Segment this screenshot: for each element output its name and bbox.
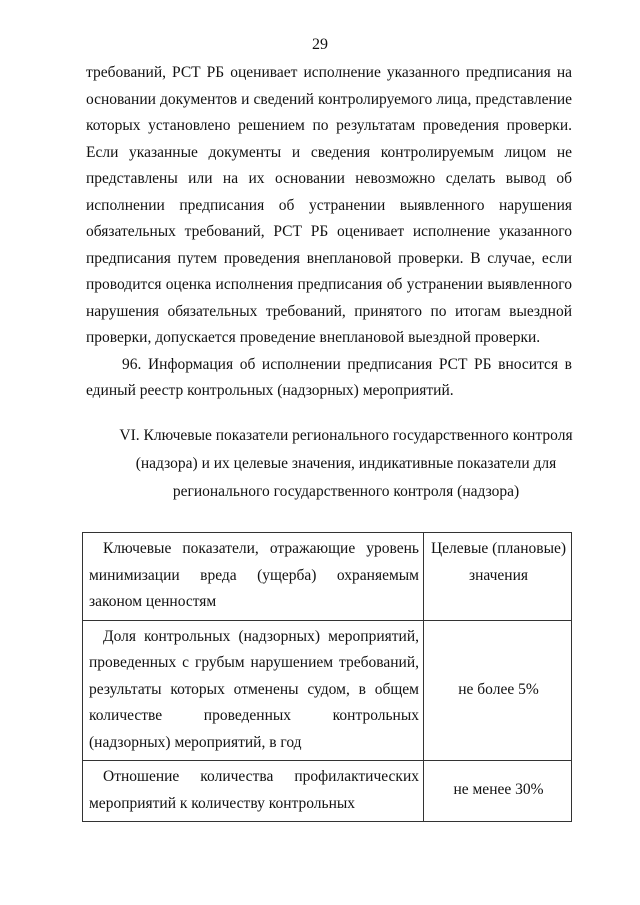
table-cell-indicator: Доля контрольных (надзорных) мероприятий, проведенных с грубым нарушением требований, результаты которых отменены судом, в общем количестве проведенных контрольных (надзорных) мероприятий, в год <box>83 620 424 761</box>
table-cell-indicator: Отношение количества профилактических мероприятий к количеству контрольных <box>83 761 424 822</box>
paragraph-continuation: требований, РСТ РБ оценивает исполнение указанного предписания на основании документов и сведений контролируемого лица, представление которых установлено решением по результатам проведения проверки. Если указанные документы и сведения контролируемым лицом не представлены или на их основании невозможно сделать вывод об исполнении предписания об устранении выявленного нарушения обязательных требований, РСТ РБ оценивает исполнение указанного предписания путем проведения внеплановой проверки. В случае, если проводится оценка исполнения предписания об устранении выявленного нарушения обязательных требований, принятого по итогам выездной проверки, допускается проведение внеплановой выездной проверки. <box>86 64 572 346</box>
section-heading-line-3: регионального государственного контроля (надзора) <box>172 483 520 500</box>
table-header-indicator: Ключевые показатели, отражающие уровень минимизации вреда (ущерба) охраняемым законом ценностям <box>83 533 424 621</box>
section-heading-line-2: (надзора) и их целевые значения, индикативные показатели для <box>135 455 557 472</box>
table-header-target: Целевые (плановые) значения <box>424 533 572 621</box>
page-number: 29 <box>312 36 328 53</box>
paragraph-96: 96. Информация об исполнении предписания РСТ РБ вносится в единый реестр контрольных (надзорных) мероприятий. <box>86 355 572 399</box>
table-row <box>83 620 572 761</box>
table-row <box>83 761 572 822</box>
section-heading-line-1: VI. Ключевые показатели регионального государственного контроля <box>119 427 573 444</box>
table-cell-target: не более 5% <box>424 620 572 761</box>
kpi-table <box>82 532 572 822</box>
table-cell-target: не менее 30% <box>424 761 572 822</box>
table-header-row <box>83 533 572 621</box>
section-heading <box>96 422 596 506</box>
body-text <box>86 60 572 405</box>
